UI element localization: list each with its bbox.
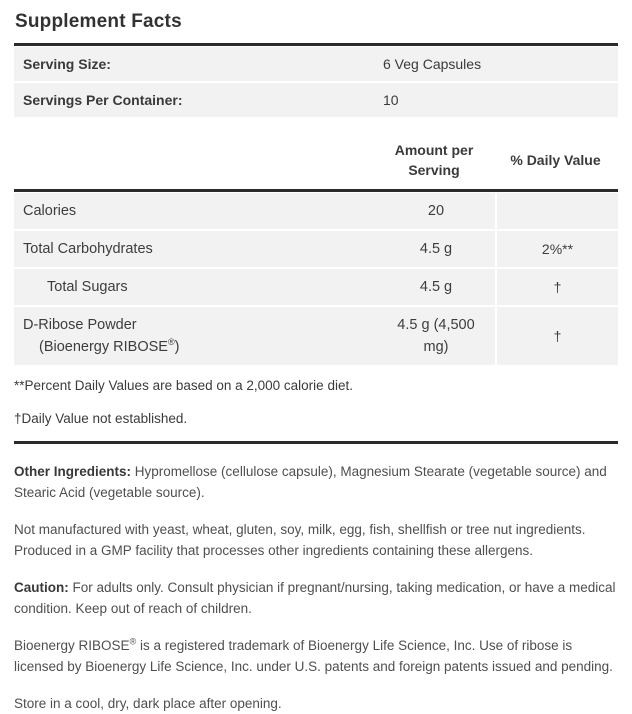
nutrient-amount: 4.5 g (4,500 mg) xyxy=(397,317,475,355)
serving-row-value: 10 xyxy=(383,92,399,108)
nutrient-name-line: Total Carbohydrates xyxy=(23,241,153,257)
nutrient-daily-value: † xyxy=(495,269,618,305)
serving-row-label: Serving Size: xyxy=(23,56,111,72)
info-paragraph xyxy=(14,519,618,561)
serving-row-value: 6 Veg Capsules xyxy=(383,56,482,72)
info-paragraph xyxy=(14,461,618,503)
nutrient-amount: 4.5 g xyxy=(419,241,453,257)
nutrient-name-line: D-Ribose Powder xyxy=(23,317,137,333)
nutrient-daily-value xyxy=(495,193,618,229)
paragraph-lead: Other Ingredients: xyxy=(14,464,132,479)
info-paragraph xyxy=(14,693,618,714)
divider-bottom xyxy=(14,441,618,444)
nutrition-row xyxy=(14,231,618,267)
nutrient-amount: 20 xyxy=(427,203,445,219)
nutrition-row xyxy=(14,193,618,229)
paragraph-text: Store in a cool, dry, dark place after opening. xyxy=(14,696,282,711)
header-amount-per-serving: Amount per Serving xyxy=(394,142,474,178)
nutrient-name-line: Total Sugars xyxy=(47,279,128,295)
serving-info-table xyxy=(14,47,618,117)
info-paragraph xyxy=(14,577,618,619)
nutrient-amount: 4.5 g xyxy=(419,279,453,295)
nutrient-name-line: Calories xyxy=(23,203,77,219)
nutrient-daily-value: † xyxy=(495,307,618,365)
nutrient-name xyxy=(14,307,377,365)
nutrition-row xyxy=(14,307,618,365)
paragraph-text: For adults only. Consult physician if pregnant/nursing, taking medication, or have a medical condition. Keep out of reach of children. xyxy=(14,580,616,616)
paragraph-text: Hypromellose (cellulose capsule), Magnesium Stearate (vegetable source) and Stearic Acid (vegetable source). xyxy=(14,464,607,500)
supplement-facts-panel xyxy=(0,11,632,711)
nutrient-daily-value: 2%** xyxy=(495,231,618,267)
info-paragraphs xyxy=(14,461,618,714)
page-title: Supplement Facts xyxy=(15,11,182,32)
nutrient-name xyxy=(14,269,377,305)
divider-header xyxy=(14,189,618,192)
nutrition-row xyxy=(14,269,618,305)
info-paragraph xyxy=(14,635,618,677)
footnote: **Percent Daily Values are based on a 2,000 calorie diet. xyxy=(14,378,353,393)
divider-top xyxy=(14,43,618,46)
footnote: †Daily Value not established. xyxy=(14,411,188,426)
nutrition-table-body xyxy=(14,193,618,365)
nutrition-table-header xyxy=(14,140,618,189)
registered-trademark-symbol: ® xyxy=(167,337,175,348)
paragraph-text: Not manufactured with yeast, wheat, gluten, soy, milk, egg, fish, shellfish or tree nut ingredients. Produced in a GMP facility that processes other ingredients containing these allergens. xyxy=(14,522,586,558)
nutrient-name-subline: (Bioenergy RIBOSE®) xyxy=(39,337,180,355)
paragraph-text: Bioenergy RIBOSE® is a registered trademark of Bioenergy Life Science, Inc. Use of ribose is licensed by Bioenergy Life Science, Inc. under U.S. patents and foreign patents issued and pending. xyxy=(14,636,613,674)
header-percent-daily-value: % Daily Value xyxy=(510,152,601,168)
nutrient-name xyxy=(14,231,377,267)
nutrient-name xyxy=(14,193,377,229)
serving-row-label: Servings Per Container: xyxy=(23,92,183,108)
registered-trademark-symbol: ® xyxy=(129,636,137,647)
serving-row xyxy=(14,47,618,81)
serving-row xyxy=(14,83,618,117)
footnotes xyxy=(14,378,618,426)
paragraph-lead: Caution: xyxy=(14,580,69,595)
